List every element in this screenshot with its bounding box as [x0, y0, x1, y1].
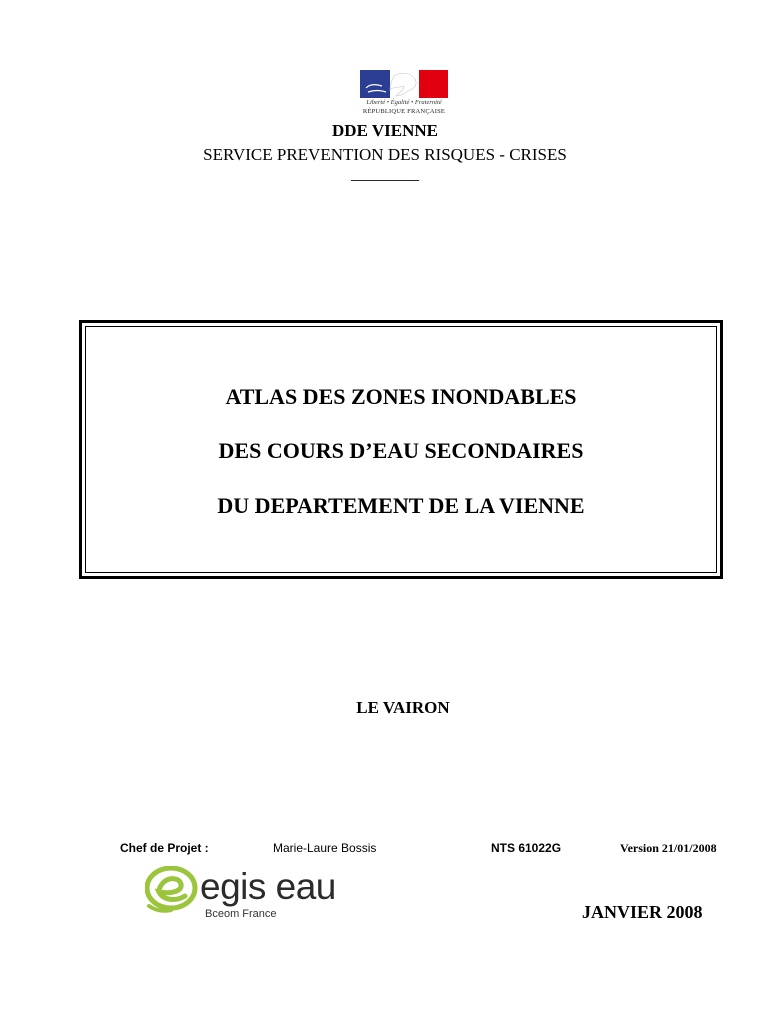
org-name: DDE VIENNE — [332, 121, 438, 140]
header-separator: ________ — [351, 164, 419, 183]
title-box — [79, 320, 723, 579]
egis-e-swirl-icon — [145, 866, 203, 914]
egis-eau-wordmark: egis eau — [200, 866, 336, 907]
nts-reference: NTS 61022G — [491, 841, 562, 855]
service-name: SERVICE PREVENTION DES RISQUES - CRISES — [203, 145, 567, 164]
marianne-flag-icon — [360, 70, 448, 98]
republique-francaise-logo — [358, 70, 450, 122]
egis-eau-logo — [145, 866, 350, 926]
title-line-1: ATLAS DES ZONES INONDABLES — [225, 384, 577, 409]
project-lead-label: Chef de Projet : — [120, 841, 209, 855]
motto-text: Liberté • Égalité • Fraternité — [366, 99, 442, 106]
title-line-3: DU DEPARTEMENT DE LA VIENNE — [217, 493, 585, 518]
river-name: LE VAIRON — [356, 698, 450, 717]
project-lead-name: Marie-Laure Bossis — [273, 841, 377, 855]
document-date: JANVIER 2008 — [582, 902, 703, 922]
bceom-france-text: Bceom France — [205, 908, 277, 920]
version-label: Version 21/01/2008 — [620, 841, 717, 855]
republique-francaise-text: RÉPUBLIQUE FRANÇAISE — [362, 108, 446, 115]
title-line-2: DES COURS D’EAU SECONDAIRES — [218, 438, 584, 463]
